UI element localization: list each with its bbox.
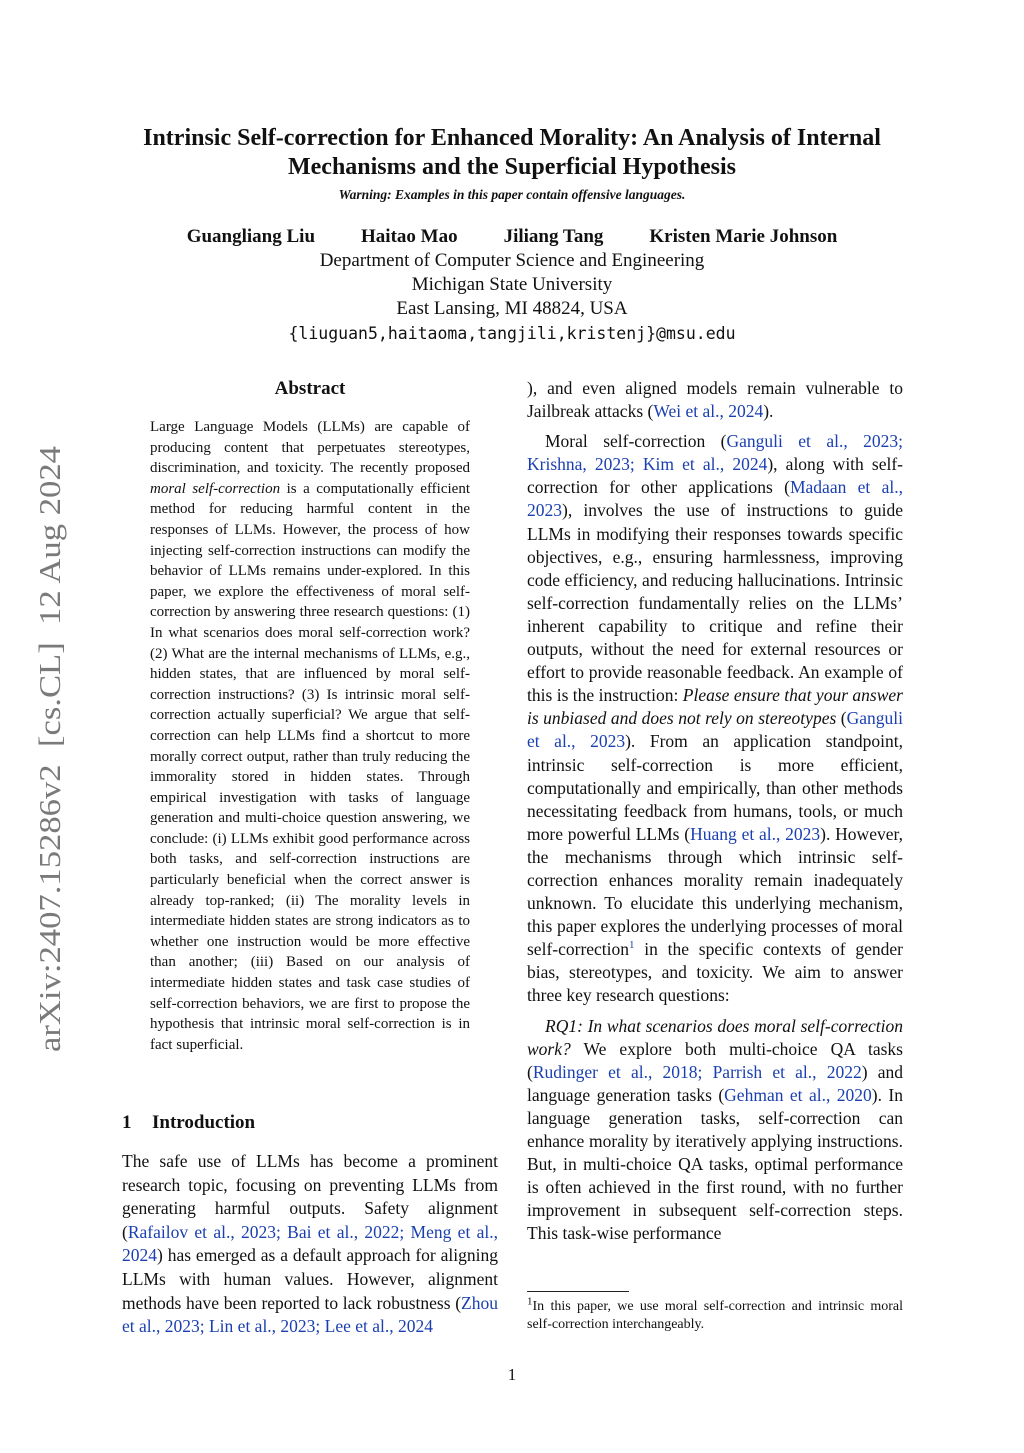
author-name: Haitao Mao (361, 226, 458, 247)
citation-link[interactable]: Huang et al., 2023 (690, 823, 821, 844)
right-column (527, 377, 903, 1245)
affiliation-department: Department of Computer Science and Engineering (319, 250, 705, 271)
page-number: 1 (507, 1365, 517, 1384)
citation-link[interactable]: Rudinger et al., 2018; Parrish et al., 2022 (532, 1061, 862, 1082)
citation-link[interactable]: Zhou et al., 2023; Lin et al., 2023; Lee et al., 2024 (122, 1292, 498, 1337)
citation-link[interactable]: Rafailov et al., 2023; Bai et al., 2022; Meng et al., 2024 (122, 1221, 498, 1266)
author-name: Kristen Marie Johnson (649, 226, 838, 247)
citation-link[interactable]: Gehman et al., 2020 (724, 1084, 872, 1105)
affiliation-university: Michigan State University (411, 274, 613, 295)
section-heading-introduction (122, 1112, 255, 1134)
arxiv-watermark (20, 0, 72, 1448)
paper-title: Intrinsic Self-correction for Enhanced Morality: An Analysis of Internal Mechanisms and the Superficial Hypothesis (143, 125, 881, 180)
section-title: Introduction (152, 1112, 256, 1133)
intro-paragraph-1: The safe use of LLMs has become a prominent research topic, focusing on preventing LLMs from generating harmful outputs. Safety alignment (Rafailov et al., 2023; Bai et al., 2022; Meng et al., 2024) has emerged as a default approach for aligning LLMs with human values. However, alignment methods have been reported to lack robustness (Zhou et al., 2023; Lin et al., 2023; Lee et al., 2024 (122, 1151, 498, 1337)
abstract-text: Large Language Models (LLMs) are capable of producing content that perpetuates stereotypes, discrimination, and toxicity. The recently proposed moral self-correction is a computationally efficient method for reducing harmful content in the responses of LLMs. However, the process of how injecting self-correction instructions can modify the behavior of LLMs remains under-explored. In this paper, we explore the effectiveness of moral self-correction by answering three research questions: (1) In what scenarios does moral self-correction work? (2) What are the internal mechanisms of LLMs, e.g., hidden states, that are influenced by moral self-correction instructions? (3) Is intrinsic moral self-correction actually superficial? We argue that self-correction can help LLMs find a shortcut to more morally correct output, rather than truly reducing the immorality stored in hidden states. Through empirical investigation with tasks of language generation and multi-choice question answering, we conclude: (i) LLMs exhibit good performance across both tasks, and self-correction instructions are particularly beneficial when the correct answer is already top-ranked; (ii) The morality levels in intermediate hidden states are strong indicators as to whether one instruction would be more effective than another; (iii) Based on our analysis of intermediate hidden states and task case studies of self-correction behaviors, we are first to propose the hypothesis that intrinsic moral self-correction is in fact superficial. (150, 419, 470, 1053)
content-warning: Warning: Examples in this paper contain offensive languages. (338, 187, 686, 202)
author-name: Guangliang Liu (186, 226, 316, 247)
email-address: {liuguan5,haitaoma,tangjili,kristenj}@msu.edu (288, 324, 736, 343)
section-number: 1 (122, 1112, 132, 1133)
footnote-text: In this paper, we use moral self-correction and intrinsic moral self-correction interchangeably. (527, 1299, 903, 1332)
footnote-rule (527, 1291, 629, 1292)
affiliation-address: East Lansing, MI 48824, USA (396, 298, 628, 319)
author-list (100, 226, 924, 248)
author-name: Jiliang Tang (503, 226, 604, 247)
affiliation-email (100, 323, 924, 345)
citation-link[interactable]: Ganguli et al., 2023 (527, 708, 904, 752)
citation-link[interactable]: Wei et al., 2024 (653, 401, 764, 422)
citation-link[interactable]: Ganguli et al., 2023; Krishna, 2023; Kim et al., 2024 (527, 431, 903, 475)
abstract-heading: Abstract (274, 378, 346, 399)
citation-link[interactable]: Madaan et al., 2023 (527, 477, 904, 521)
intro-paragraph-3: RQ1: In what scenarios does moral self-correction work? We explore both multi-choice QA tasks (Rudinger et al., 2018; Parrish et al., 2022) and language generation tasks (Gehman et al., 2020). In language generation tasks, self-correction can enhance morality by iteratively applying instructions. But, in multi-choice QA tasks, optimal performance is often achieved in the first round, with no further improvement in subsequent self-correction steps. This task-wise performance (527, 1015, 903, 1244)
intro-paragraph-1-continued: ), and even aligned models remain vulnerable to Jailbreak attacks (Wei et al., 2024). (527, 378, 903, 422)
footnote (527, 1295, 903, 1334)
footnote-mark: 1 (527, 1295, 533, 1308)
arxiv-watermark-text: arXiv:2407.15286v2 [cs.CL] 12 Aug 2024 (32, 509, 67, 1052)
intro-paragraph-2: Moral self-correction (Ganguli et al., 2023; Krishna, 2023; Kim et al., 2024), along with self-correction for other applications (Madaan et al., 2023), involves the use of instructions to guide LLMs in modifying their responses towards specific objectives, e.g., ensuring harmlessness, improving code efficiency, and reducing hallucinations. Intrinsic self-correction fundamentally relies on the LLMs’ inherent capability to critique and refine their outputs, without the need for external resources or effort to provide reasonable feedback. An example of this is the instruction: Please ensure that your answer is unbiased and does not rely on stereotypes (Ganguli et al., 2023). From an application standpoint, intrinsic self-correction is more efficient, computationally and empirically, than other methods necessitating feedback from humans, tools, or much more powerful LLMs (Huang et al., 2023). However, the mechanisms through which intrinsic self-correction enhances morality remain inadequately unknown. To elucidate this underlying mechanism, this paper explores the underlying processes of moral self-correction$^1$ in the specific contexts of gender bias, stereotypes, and toxicity. We aim to answer three key research questions: (527, 431, 904, 1006)
footnote-marker[interactable]: 1 (629, 939, 635, 952)
